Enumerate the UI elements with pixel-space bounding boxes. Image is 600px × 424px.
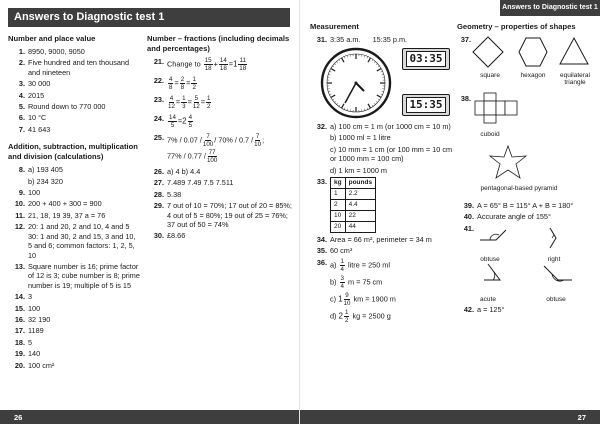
- table-cell: 2.2: [345, 189, 375, 200]
- measurement-answer-item: [310, 122, 455, 131]
- measurement-answer-item: [310, 166, 455, 175]
- answer-41-label: 41.: [463, 223, 474, 233]
- label-angle-obtuse-1: obtuse: [480, 256, 500, 263]
- answer-text: 100 cm²: [28, 360, 55, 370]
- left-column-1: [8, 34, 140, 372]
- square-shape: [473, 37, 503, 67]
- table-cell: 44: [345, 222, 375, 233]
- answer-number: 32.: [316, 122, 327, 131]
- fraction-answer-item: [147, 190, 295, 199]
- answer-text: a) 100 cm = 1 m (or 1000 cm = 10 m): [330, 122, 451, 131]
- answer-37-label: 37.: [460, 35, 471, 44]
- answer-text: 140: [28, 349, 41, 359]
- triangle-shape: [560, 38, 588, 64]
- label-cuboid: cuboid: [480, 131, 500, 138]
- table-cell: 4.4: [345, 200, 375, 211]
- fraction-answer-item: [147, 178, 295, 187]
- table-row: [331, 200, 376, 211]
- calc-answer-item: [8, 199, 140, 208]
- answer-number: [310, 145, 330, 164]
- answer-text: d) 1 km = 1000 m: [330, 165, 387, 175]
- answer-number: 35.: [316, 246, 327, 256]
- answer-number: 3.: [18, 79, 25, 89]
- answer-number: 2.: [18, 58, 25, 68]
- answer-number: 7.: [18, 124, 25, 134]
- page-number-right: 27: [577, 413, 586, 422]
- label-angle-acute: acute: [480, 296, 496, 303]
- answer-number: 5.: [18, 102, 25, 112]
- answer-number: 34.: [316, 235, 327, 245]
- answer-number: [310, 166, 330, 175]
- answer-text: b) 234 320: [28, 176, 63, 186]
- label-angle-right: right: [547, 256, 561, 263]
- answer-text: Accurate angle of 155°: [477, 212, 551, 222]
- answer-number: 29.: [153, 201, 164, 211]
- table-row: [331, 189, 376, 200]
- number-answer-item: [8, 113, 140, 122]
- answer-number: 11.: [15, 210, 25, 220]
- answer-text: Square number is 16; prime factor of 12 is 3; cube number is 8; prime number is 19; multiple of 5 is 15: [28, 261, 140, 290]
- measurement-answer-item: [310, 145, 455, 164]
- answer-text: a) 4 b) 4.4: [167, 167, 201, 176]
- right-page: [300, 0, 600, 424]
- answer-number: 18.: [14, 337, 25, 347]
- cuboid-net: [474, 92, 524, 130]
- measurement-answer-item: [310, 246, 455, 255]
- calc-answer-item: [8, 326, 140, 335]
- answer-text: 100: [28, 303, 41, 313]
- analog-clock: [320, 47, 392, 119]
- calc-answer-item: [8, 349, 140, 358]
- answer-25-line2: 77% / 0.77 / $\frac{77}{100}$: [167, 149, 218, 164]
- calc-answer-item: [8, 262, 140, 290]
- answer-number: [8, 177, 28, 186]
- answer-42: 42. a = 125°: [463, 305, 505, 314]
- answer-number: 13.: [14, 261, 25, 271]
- measurement-answer-item: [310, 133, 455, 142]
- calc-answer-item: [8, 211, 140, 220]
- hexagon-shape: [519, 38, 547, 66]
- digital-clock-2: 15:35: [402, 94, 450, 116]
- answer-text: 3: [28, 292, 33, 302]
- answer-text: Area = 66 m², perimeter = 34 m: [330, 235, 432, 245]
- answer-31: 31. 3:35 a.m. 15:35 p.m.: [316, 35, 408, 44]
- label-triangle: equilateral triangle: [560, 72, 590, 86]
- answer-36b: b) $\frac{3}{4}$ m = 75 cm: [330, 274, 383, 290]
- label-angle-obtuse-2: obtuse: [546, 296, 566, 303]
- answer-text: 200 + 400 + 300 = 900: [28, 199, 102, 209]
- answer-number: 19.: [14, 349, 25, 359]
- label-pyramid: pentagonal-based pyramid: [480, 185, 558, 192]
- number-answer-item: [8, 58, 140, 77]
- table-cell: 10: [331, 211, 346, 222]
- fraction-answer-item: [147, 201, 295, 229]
- geometry-answer-item: [457, 212, 597, 221]
- calc-answer-item: [8, 188, 140, 197]
- answer-text: 20: 1 and 20, 2 and 10, 4 and 5 30: 1 and 30, 2 and 15, 3 and 10, 5 and 6; common factors: 1, 2, 5, 10: [28, 222, 136, 260]
- table-row: [331, 211, 376, 222]
- answer-25: 25. 7% / 0.07 / $\frac{7}{100}$ / 70% / 0.7 / $\frac{7}{10}$ ;: [153, 133, 265, 148]
- left-column-2: [147, 34, 295, 243]
- answer-21: 21. Change to $\frac{15}{18}$ + $\frac{14}{18}$ =1 $\frac{11}{18}$: [153, 57, 247, 72]
- calc-answer-item: [8, 304, 140, 313]
- digital-clock-1: 03:35: [402, 48, 450, 70]
- answer-number: 6.: [18, 113, 25, 123]
- answer-text: A = 65° B = 115° A + B = 180°: [477, 201, 574, 210]
- geometry-answer-item: [457, 201, 597, 210]
- answer-number: 26.: [153, 167, 164, 176]
- number-answer-item: [8, 47, 140, 56]
- number-answer-item: [8, 91, 140, 100]
- fraction-answer-item: [147, 167, 295, 176]
- calc-answer-item: [8, 361, 140, 370]
- answer-text: 60 cm³: [330, 246, 353, 256]
- answer-text: 1189: [28, 326, 44, 336]
- left-footer: [0, 410, 300, 424]
- answer-number: 10.: [14, 199, 25, 209]
- number-answer-item: [8, 125, 140, 134]
- answer-number: 4.: [18, 90, 25, 100]
- table-cell: 2: [331, 200, 346, 211]
- answer-number: 14.: [14, 292, 25, 302]
- answer-text: £8.66: [167, 231, 186, 241]
- left-header: Answers to Diagnostic test 1: [8, 8, 290, 27]
- shapes-q37: [470, 34, 598, 74]
- section-title-geometry: Geometry – properties of shapes: [457, 22, 576, 31]
- right-footer: [300, 410, 600, 424]
- calc-answer-item: [8, 222, 140, 260]
- calc-answer-item: [8, 338, 140, 347]
- answer-number: 16.: [14, 314, 25, 324]
- answer-number: 8.: [18, 165, 25, 175]
- answer-36c: c) 1 $\frac{9}{10}$ km = 1900 m: [330, 291, 396, 307]
- answer-22: 22. $\frac{4}{8}$ = $\frac{2}{8}$ = $\frac{1}{2}$: [153, 76, 196, 91]
- answer-text: 2015: [28, 90, 45, 100]
- answer-text: 30 000: [28, 79, 51, 89]
- measurement-answers: [310, 122, 455, 326]
- answer-33: 33. kg pounds 1 2.2 2 4.4 10 22 20 44: [310, 177, 455, 233]
- label-square: square: [480, 72, 500, 79]
- answer-text: a) 193 405: [28, 165, 63, 175]
- answer-text: Round down to 770 000: [28, 102, 106, 112]
- section-title-fractions: Number – fractions (including decimals and percentages): [147, 34, 290, 53]
- calc-answer-item: [8, 292, 140, 301]
- answer-number: 9.: [18, 188, 25, 198]
- answer-number: 28.: [153, 189, 164, 199]
- answer-text: 100: [28, 188, 41, 198]
- answer-text: 5.38: [167, 189, 182, 199]
- pentagonal-pyramid-net: [486, 145, 530, 185]
- calc-answer-item: [8, 177, 140, 186]
- answer-text: 8950, 9000, 9050: [28, 47, 85, 56]
- answer-text: 21, 18, 19 39, 37 a = 76: [28, 210, 106, 220]
- answer-number: 20.: [14, 360, 25, 370]
- answer-text: 7 out of 10 = 70%; 17 out of 20 = 85%; 4 out of 5 = 80%; 19 out of 25 = 76%; 37 out of 50 = 74%: [167, 201, 292, 230]
- answer-text: c) 10 mm = 1 cm (or 100 mm = 10 cm or 1000 mm = 100 cm): [330, 144, 453, 164]
- number-answer-item: [8, 79, 140, 88]
- right-header: Answers to Diagnostic test 1: [500, 0, 600, 16]
- answer-text: 32 190: [28, 314, 51, 324]
- answer-number: 27.: [153, 178, 164, 188]
- answer-text: 10 °C: [28, 113, 47, 123]
- measurement-column: [310, 22, 450, 44]
- answer-text: 5: [28, 337, 33, 347]
- answer-42-wrap: [457, 305, 597, 316]
- table-cell: 22: [345, 211, 375, 222]
- answer-text: Five hundred and ten thousand and nineteen: [28, 58, 130, 77]
- fraction-answer-item: [147, 231, 295, 240]
- answer-23: 23. $\frac{4}{12}$ = $\frac{1}{3}$ = $\frac{5}{12}$ = $\frac{1}{2}$: [153, 95, 211, 110]
- section-title-number: Number and place value: [8, 34, 96, 43]
- label-hexagon: hexagon: [520, 72, 546, 79]
- measurement-answer-item: [310, 235, 455, 244]
- answer-number: 40.: [463, 212, 474, 222]
- answer-number: 15.: [14, 303, 25, 313]
- kg-pounds-table: kg pounds 1 2.2 2 4.4 10 22 20 44: [330, 177, 376, 233]
- answer-number: [310, 133, 330, 142]
- answer-38-label: 38.: [460, 94, 471, 103]
- section-title-measurement: Measurement: [310, 22, 359, 31]
- answer-24: 24. $\frac{14}{5}$ =2 $\frac{4}{5}$: [153, 114, 193, 129]
- table-cell: 1: [331, 189, 346, 200]
- answer-text: 7.489 7.49 7.5 7.511: [167, 178, 234, 188]
- calc-answer-item: [8, 165, 140, 174]
- table-cell: 20: [331, 222, 346, 233]
- answer-text: 41 643: [28, 124, 51, 134]
- calc-answer-item: [8, 315, 140, 324]
- answer-number: 17.: [14, 326, 25, 336]
- answer-number: 1.: [18, 47, 25, 56]
- answer-number: 39.: [463, 201, 474, 210]
- answer-number: 12.: [14, 222, 25, 232]
- answer-number: 30.: [153, 231, 164, 241]
- answer-36d: d) 2 $\frac{1}{2}$ kg = 2500 g: [330, 308, 391, 324]
- page-number-left: 26: [14, 413, 23, 422]
- section-title-calculations: Addition, subtraction, multiplication and division (calculations): [8, 142, 138, 162]
- number-answer-item: [8, 102, 140, 111]
- table-row: [331, 222, 376, 233]
- answer-text: b) 1000 ml = 1 litre: [330, 133, 391, 143]
- answer-36a: 36. a) $\frac{1}{4}$ litre = 250 ml: [316, 257, 390, 273]
